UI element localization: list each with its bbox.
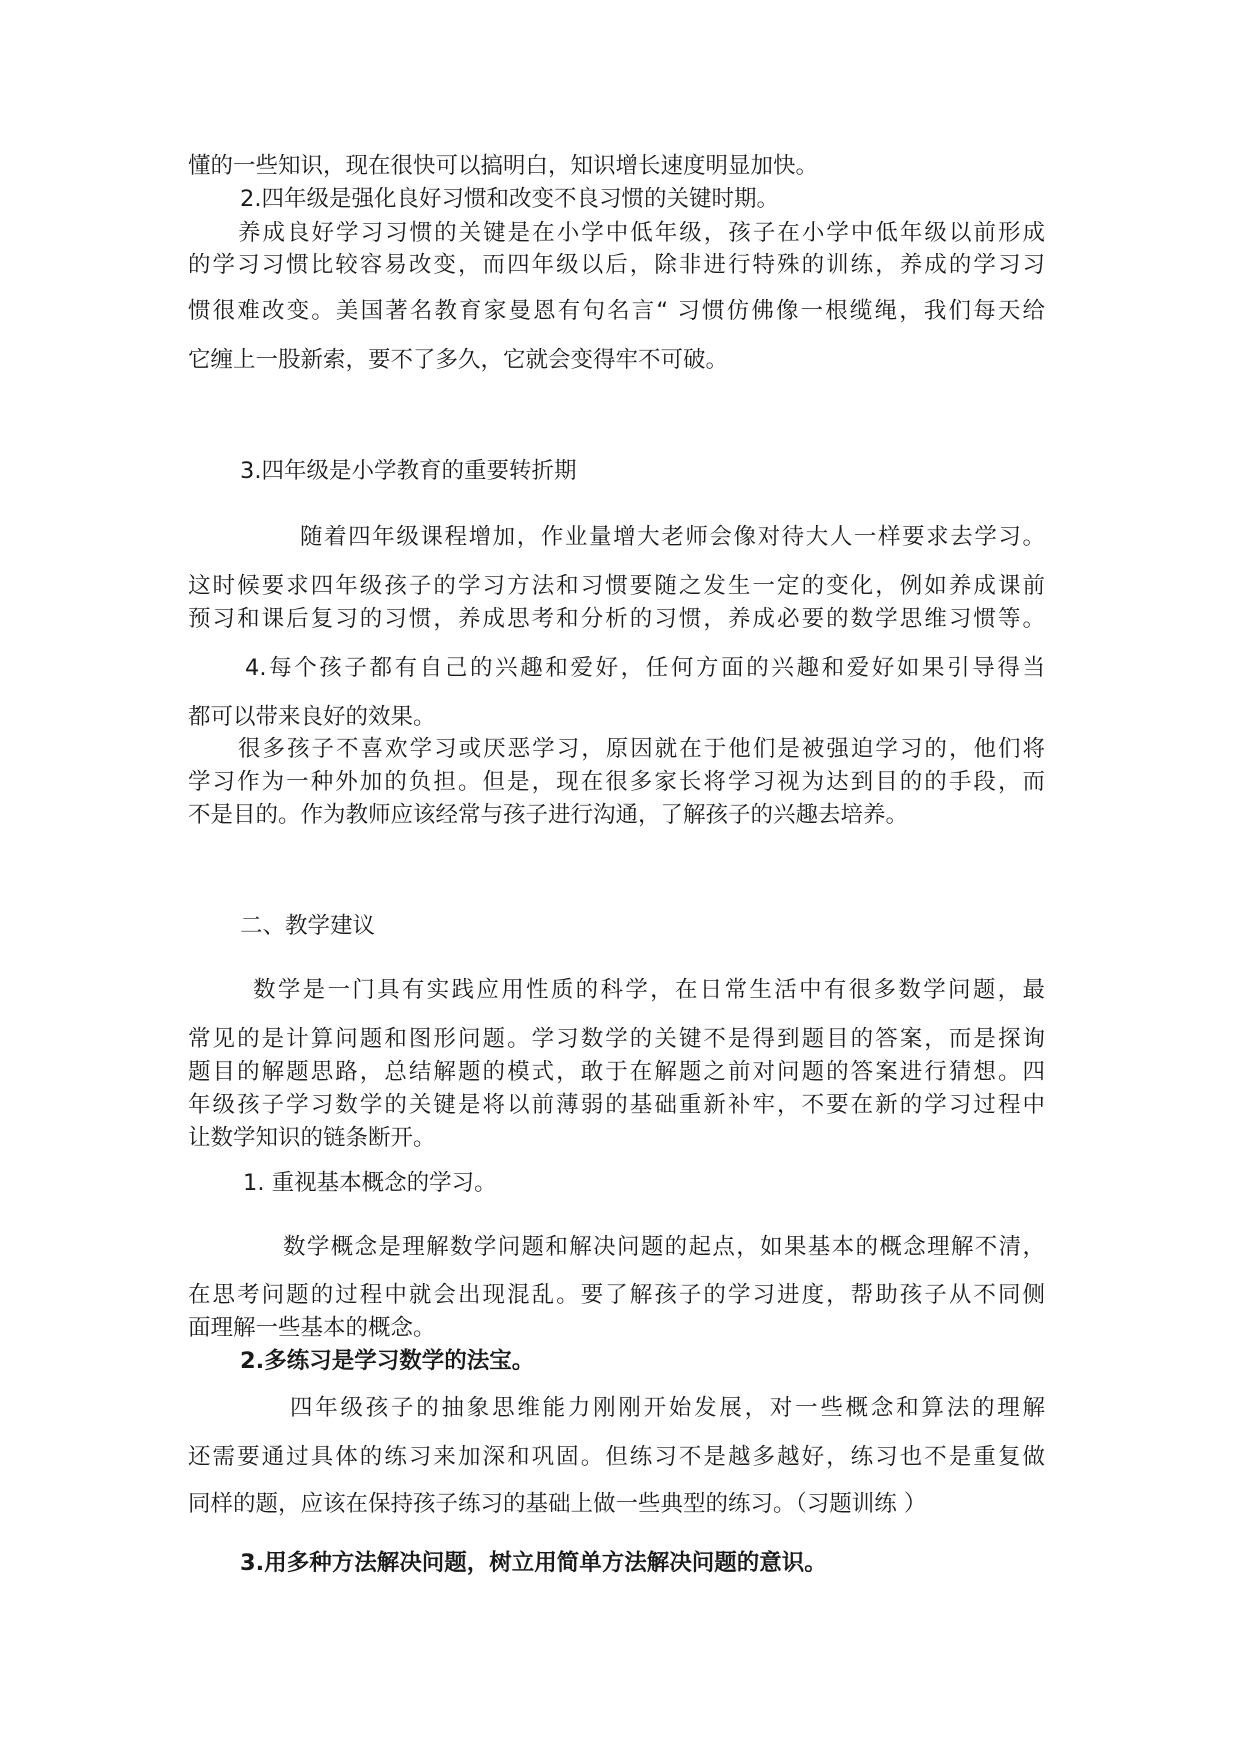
text-line-28: 还需要通过具体的练习来加深和巩固。但练习不是越多越好，练习也不是重复做 — [188, 1444, 1045, 1470]
text-line-9: 这时候要求四年级孩子的学习方法和习惯要随之发生一定的变化，例如养成课前 — [188, 573, 1045, 599]
text-line-17: 数学是一门具有实践应用性质的科学，在日常生活中有很多数学问题，最 — [253, 977, 1045, 1003]
text-line-11: 4.每个孩子都有自己的兴趣和爱好，任何方面的兴趣和爱好如果引导得当 — [245, 655, 1045, 681]
text-line-4: 的学习习惯比较容易改变，而四年级以后，除非进行特殊的训练，养成的学习习 — [188, 252, 1045, 278]
text-line-29: 同样的题，应该在保持孩子练习的基础上做一些典型的练习。（习题训练 ） — [188, 1491, 927, 1517]
text-line-14: 学习作为一种外加的负担。但是，现在很多家长将学习视为达到目的的手段，而 — [188, 769, 1045, 795]
text-line-19: 题目的解题思路，总结解题的模式，敢于在解题之前对问题的答案进行猜想。四 — [188, 1059, 1045, 1085]
text-line-13: 很多孩子不喜欢学习或厌恶学习，原因就在于他们是被强迫学习的，他们将 — [238, 736, 1045, 762]
section-heading: 二、教学建议 — [240, 913, 376, 939]
subheading-1: 1. 重视基本概念的学习。 — [243, 1170, 497, 1196]
text-line-18: 常见的是计算问题和图形问题。学习数学的关键不是得到题目的答案，而是探询 — [188, 1026, 1045, 1052]
text-line-5: 惯很难改变。美国著名教育家曼恩有句名言“ 习惯仿佛像一根缆绳，我们每天给 — [188, 298, 1045, 324]
text-line-20: 年级孩子学习数学的关键是将以前薄弱的基础重新补牢，不要在新的学习过程中 — [188, 1092, 1045, 1118]
text-line-2: 2.四年级是强化良好习惯和改变不良习惯的关键时期。 — [240, 186, 779, 212]
text-line-3: 养成良好学习习惯的关键是在小学中低年级，孩子在小学中低年级以前形成 — [238, 220, 1045, 246]
subheading-3: 3.用多种方法解决问题，树立用简单方法解决问题的意识。 — [240, 1550, 827, 1576]
text-line-8: 随着四年级课程增加，作业量增大老师会像对待大人一样要求去学习。 — [300, 524, 1045, 550]
text-line-21: 让数学知识的链条断开。 — [188, 1125, 436, 1151]
text-line-12: 都可以带来良好的效果。 — [188, 704, 436, 730]
text-line-10: 预习和课后复习的习惯，养成思考和分析的习惯，养成必要的数学思维习惯等。 — [188, 606, 1045, 632]
text-line-7: 3.四年级是小学教育的重要转折期 — [240, 458, 577, 484]
text-line-24: 在思考问题的过程中就会出现混乱。要了解孩子的学习进度，帮助孩子从不同侧 — [188, 1282, 1045, 1308]
text-line-25: 面理解一些基本的概念。 — [188, 1315, 436, 1341]
text-line-1: 懂的一些知识，现在很快可以搞明白，知识增长速度明显加快。 — [188, 153, 819, 179]
text-line-23: 数学概念是理解数学问题和解决问题的起点，如果基本的概念理解不清， — [283, 1234, 1045, 1260]
subheading-2: 2.多练习是学习数学的法宝。 — [240, 1348, 535, 1374]
text-line-6: 它缠上一股新索，要不了多久，它就会变得牢不可破。 — [188, 347, 729, 373]
text-line-27: 四年级孩子的抽象思维能力刚刚开始发展，对一些概念和算法的理解 — [290, 1395, 1045, 1421]
text-line-15: 不是目的。作为教师应该经常与孩子进行沟通，了解孩子的兴趣去培养。 — [188, 802, 909, 828]
